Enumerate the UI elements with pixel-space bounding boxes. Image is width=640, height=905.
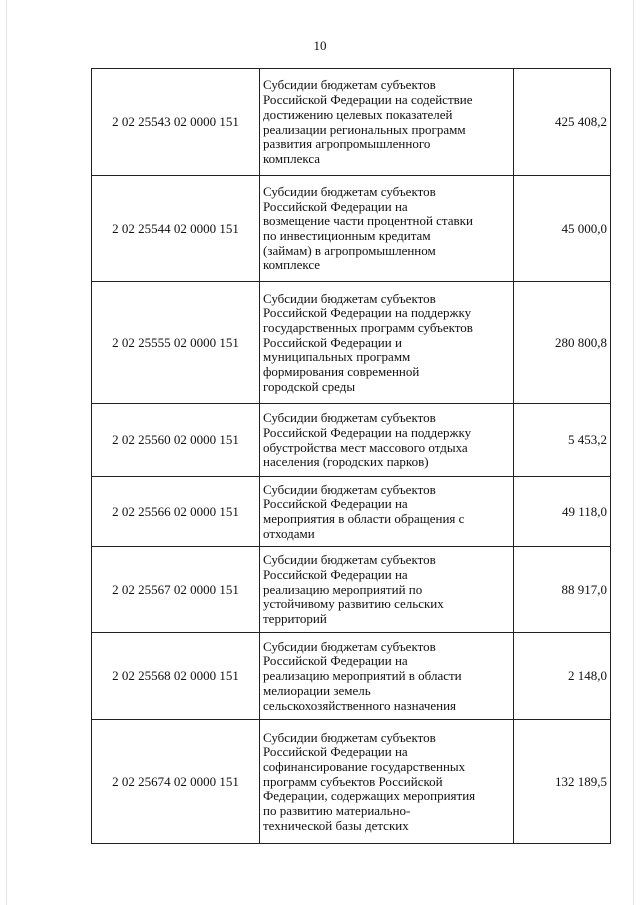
description-cell [260,720,514,844]
budget-code-cell: 2 02 25567 02 0000 151 [92,547,260,633]
description-line: Субсидии бюджетам субъектов [263,729,436,745]
description-line: Российской Федерации на [263,653,408,669]
description-cell [260,633,514,720]
description-line: Российской Федерации на [263,744,408,760]
budget-code-cell: 2 02 25544 02 0000 151 [92,176,260,282]
description-line: Российской Федерации на поддержку [263,424,472,440]
description-line: государственных программ субъектов [263,319,473,335]
description-line: формирования современной [263,364,420,380]
table-row [92,720,611,844]
amount-cell: 425 408,2 [514,69,611,176]
description-line: Субсидии бюджетам субъектов [263,552,436,568]
budget-code-cell: 2 02 25555 02 0000 151 [92,282,260,404]
amount-cell: 45 000,0 [514,176,611,282]
description-line: Российской Федерации на [263,566,408,582]
description-cell [260,176,514,282]
description-line: реализации региональных программ [263,121,466,137]
description-line: сельскохозяйственного назначения [263,697,457,713]
description-line: Субсидии бюджетам субъектов [263,77,436,93]
description-line: Российской Федерации на [263,496,408,512]
description-line: Субсидии бюджетам субъектов [263,481,436,497]
description-line: достижению целевых показателей [263,106,453,122]
description-line: Субсидии бюджетам субъектов [263,183,436,199]
description-cell [260,69,514,176]
description-line: территорий [263,611,327,627]
description-cell [260,282,514,404]
description-line: Федерации, содержащих мероприятия [263,788,476,804]
amount-cell: 88 917,0 [514,547,611,633]
description-line: Российской Федерации на [263,198,408,214]
description-line: программ субъектов Российской [263,773,443,789]
table-row [92,547,611,633]
description-line: отходами [263,525,315,541]
description-line: городской среды [263,378,356,394]
description-line: мелиорации земель [263,682,371,698]
description-line: Российской Федерации на содействие [263,92,473,108]
scan-edge-left [6,0,7,905]
budget-code-cell: 2 02 25560 02 0000 151 [92,404,260,477]
description-cell [260,547,514,633]
budget-code-cell: 2 02 25674 02 0000 151 [92,720,260,844]
table-row [92,176,611,282]
description-line: реализацию мероприятий в области [263,668,462,684]
table-row [92,477,611,547]
description-cell [260,404,514,477]
budget-code-cell: 2 02 25568 02 0000 151 [92,633,260,720]
scan-edge-right [633,0,634,905]
table-row [92,282,611,404]
description-cell [260,477,514,547]
budget-code-cell: 2 02 25566 02 0000 151 [92,477,260,547]
description-line: по развитию материально- [263,803,411,819]
budget-code-cell: 2 02 25543 02 0000 151 [92,69,260,176]
description-line: Субсидии бюджетам субъектов [263,410,436,426]
table-row [92,404,611,477]
amount-cell: 2 148,0 [514,633,611,720]
description-line: реализацию мероприятий по [263,581,423,597]
amount-cell: 280 800,8 [514,282,611,404]
description-line: населения (городских парков) [263,454,429,470]
budget-revenue-table [91,68,611,844]
description-line: (займам) в агропромышленном [263,242,436,258]
description-line: Российской Федерации и [263,334,402,350]
description-line: технической базы детских [263,817,409,833]
description-line: устойчивому развитию сельских [263,596,444,612]
description-line: софинансирование государственных [263,758,466,774]
description-line: Субсидии бюджетам субъектов [263,638,436,654]
description-line: по инвестиционным кредитам [263,228,431,243]
amount-cell: 5 453,2 [514,404,611,477]
description-line: комплексе [263,257,321,273]
page-number: 10 [313,38,327,53]
description-line: возмещение части процентной ставки [263,213,473,229]
amount-cell: 49 118,0 [514,477,611,547]
description-line: мероприятия в области обращения с [263,511,465,526]
description-line: обустройства мест массового отдыха [263,439,468,455]
table-row [92,633,611,720]
table-row [92,69,611,176]
description-line: Субсидии бюджетам субъектов [263,290,436,306]
description-line: развития агропромышленного [263,136,431,152]
description-line: Российской Федерации на поддержку [263,305,472,321]
description-line: муниципальных программ [263,349,411,365]
amount-cell: 132 189,5 [514,720,611,844]
description-line: комплекса [263,150,321,166]
